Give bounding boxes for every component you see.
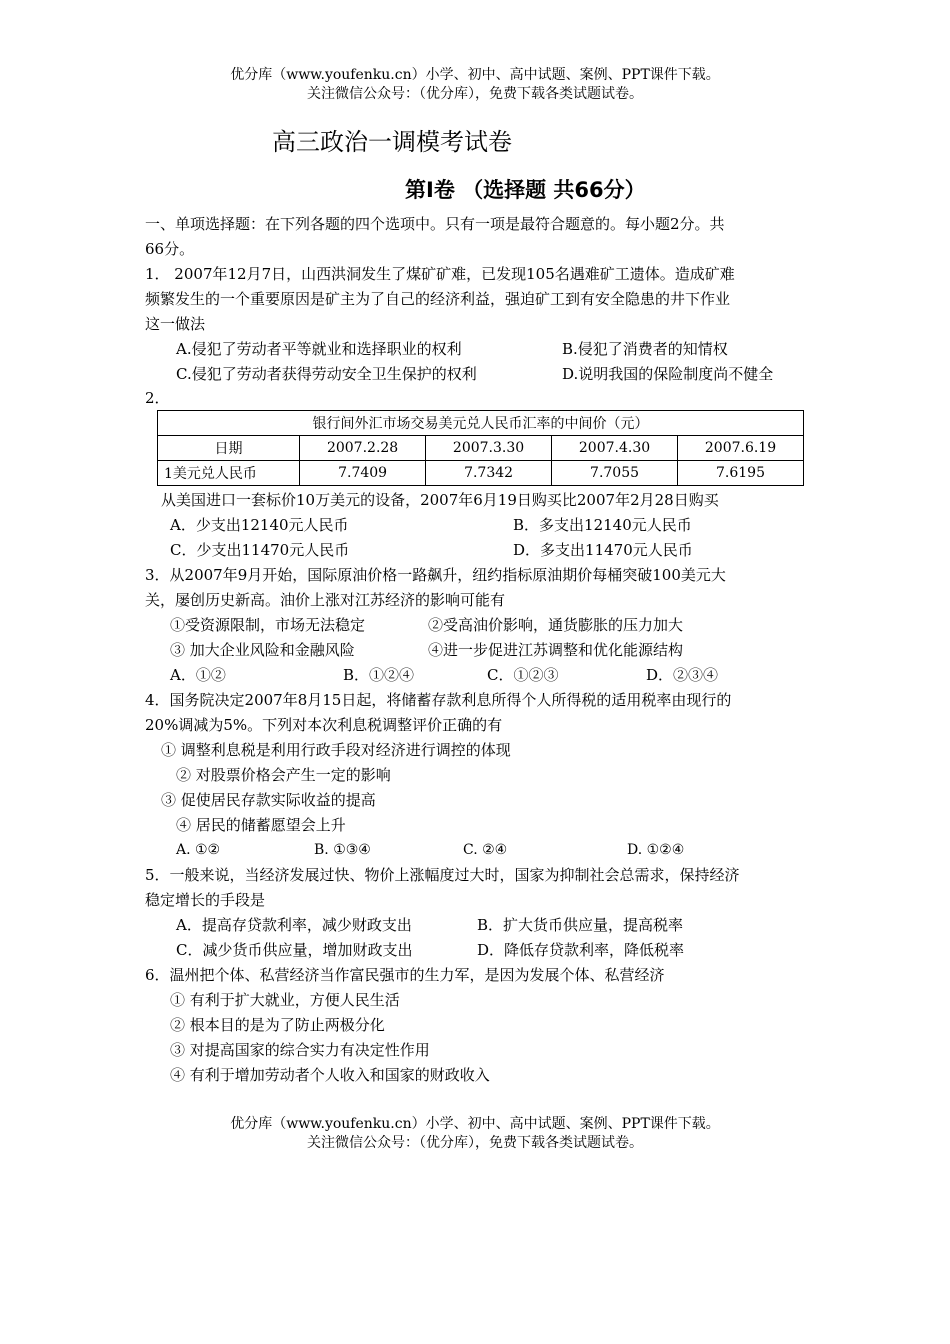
q1-stem-line-2: 频繁发生的一个重要原因是矿主为了自己的经济利益，强迫矿工到有安全隐患的井下作业 [145,290,731,308]
q3-stem-line-2: 关，屡创历史新高。油价上涨对江苏经济的影响可能有 [145,591,506,609]
q6-statement-3: ③ 对提高国家的综合实力有决定性作用 [170,1041,430,1059]
q4-option-d: D. ①②④ [627,842,685,858]
q4-option-c: C. ②④ [463,842,508,858]
q3-statement-1: ①受资源限制，市场无法稳定 [170,616,366,634]
q2-option-b: B．多支出12140元人民币 [513,516,692,534]
q2-option-d: D．多支出11470元人民币 [513,541,693,559]
q6-stem: 6．温州把个体、私营经济当作富民强市的生力军，是因为发展个体、私营经济 [145,966,665,984]
table-header-cell: 日期 [158,436,300,461]
q4-statement-3: ③ 促使居民存款实际收益的提高 [161,791,376,809]
q3-statement-3: ③ 加大企业风险和金融风险 [170,641,355,659]
q6-statement-4: ④ 有利于增加劳动者个人收入和国家的财政收入 [170,1066,490,1084]
table-cell: 7.6195 [678,461,804,486]
q3-statement-4: ④进一步促进江苏调整和优化能源结构 [428,641,684,659]
q1-option-c: C.侵犯了劳动者获得劳动安全卫生保护的权利 [176,365,477,383]
q4-stem-line-1: 4．国务院决定2007年8月15日起，将储蓄存款利息所得个人所得税的适用税率由现行的 [145,691,732,709]
q3-option-d: D．②③④ [646,666,719,684]
table-row [158,461,804,486]
q3-option-a: A．①② [170,666,226,684]
table-cell: 7.7342 [426,461,552,486]
q5-stem-line-2: 稳定增长的手段是 [145,891,266,909]
table-cell: 7.7409 [300,461,426,486]
table-header-row [158,436,804,461]
q2-option-a: A．少支出12140元人民币 [170,516,349,534]
q4-statement-1: ① 调整利息税是利用行政手段对经济进行调控的体现 [161,741,511,759]
q5-option-d: D．降低存贷款利率，降低税率 [477,941,685,959]
q4-statement-2: ② 对股票价格会产生一定的影响 [176,766,391,784]
q4-option-a: A. ①② [176,842,221,858]
section-title: 第Ⅰ卷 （选择题 共66分） [405,178,646,202]
table-header-cell: 2007.2.28 [300,436,426,461]
instructions-line-1: 一、单项选择题：在下列各题的四个选项中。只有一项是最符合题意的。每小题2分。共 [145,215,725,233]
header-line-1: 优分库（www.youfenku.cn）小学、初中、高中试题、案例、PPT课件下载。 [230,67,720,83]
table-header-cell: 2007.3.30 [426,436,552,461]
q5-option-a: A．提高存贷款利率，减少财政支出 [176,916,412,934]
q1-option-a: A.侵犯了劳动者平等就业和选择职业的权利 [176,340,462,358]
table-header-cell: 2007.6.19 [678,436,804,461]
q2-stem: 从美国进口一套标价10万美元的设备，2007年6月19日购买比2007年2月28日购买 [161,491,719,509]
q2-number: 2． [145,389,170,407]
table-cell: 1美元兑人民币 [158,461,300,486]
instructions-line-2: 66分。 [145,240,195,258]
q1-option-b: B.侵犯了消费者的知情权 [562,340,728,358]
q3-option-c: C．①②③ [487,666,559,684]
table-caption: 银行间外汇市场交易美元兑人民币汇率的中间价（元） [158,411,804,436]
footer-line-1: 优分库（www.youfenku.cn）小学、初中、高中试题、案例、PPT课件下载。 [230,1116,720,1132]
q4-option-b: B. ①③④ [314,842,371,858]
q4-statement-4: ④ 居民的储蓄愿望会上升 [176,816,346,834]
exchange-rate-table [157,410,804,486]
table-header-cell: 2007.4.30 [552,436,678,461]
q1-stem-line-3: 这一做法 [145,315,206,333]
q5-stem-line-1: 5．一般来说，当经济发展过快、物价上涨幅度过大时，国家为抑制社会总需求，保持经济 [145,866,740,884]
q5-option-c: C．减少货币供应量，增加财政支出 [176,941,413,959]
header-line-2: 关注微信公众号：（优分库），免费下载各类试题试卷。 [307,86,643,102]
doc-title: 高三政治一调模考试卷 [272,128,512,156]
q1-option-d: D.说明我国的保险制度尚不健全 [562,365,774,383]
q5-option-b: B．扩大货币供应量，提高税率 [477,916,684,934]
table-cell: 7.7055 [552,461,678,486]
q3-statement-2: ②受高油价影响，通货膨胀的压力加大 [428,616,684,634]
q1-stem-line-1: 1． 2007年12月7日，山西洪洞发生了煤矿矿难，已发现105名遇难矿工遗体。造成矿难 [145,265,735,283]
q6-statement-2: ② 根本目的是为了防止两极分化 [170,1016,385,1034]
q4-stem-line-2: 20%调减为5%。下列对本次利息税调整评价正确的有 [145,716,503,734]
footer-line-2: 关注微信公众号：（优分库），免费下载各类试题试卷。 [307,1135,643,1151]
q6-statement-1: ① 有利于扩大就业，方便人民生活 [170,991,400,1009]
q2-option-c: C．少支出11470元人民币 [170,541,350,559]
table-caption-row [158,411,804,436]
q3-stem-line-1: 3．从2007年9月开始，国际原油价格一路飙升，纽约指标原油期价每桶突破100美元大 [145,566,726,584]
q3-option-b: B．①②④ [343,666,415,684]
